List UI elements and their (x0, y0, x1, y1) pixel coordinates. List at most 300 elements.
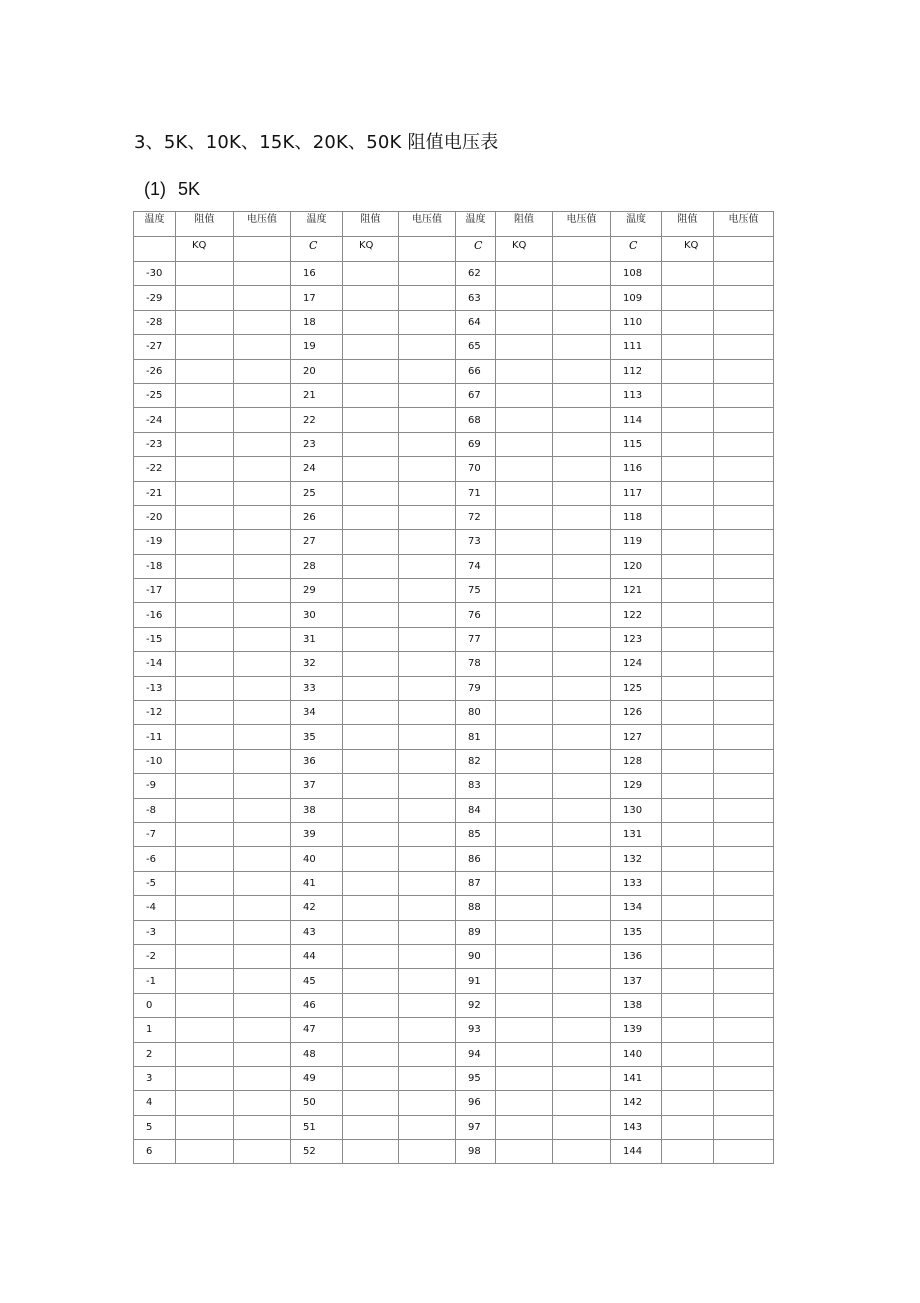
resistance-cell[interactable] (662, 871, 714, 895)
resistance-cell[interactable] (343, 969, 399, 993)
resistance-cell[interactable] (496, 798, 553, 822)
voltage-cell[interactable] (714, 871, 774, 895)
temperature-cell: -2 (134, 944, 176, 968)
resistance-cell[interactable] (343, 652, 399, 676)
voltage-cell[interactable] (399, 701, 456, 725)
resistance-cell[interactable] (496, 627, 553, 651)
resistance-cell[interactable] (343, 749, 399, 773)
resistance-cell[interactable] (662, 652, 714, 676)
voltage-cell[interactable] (553, 481, 611, 505)
resistance-cell[interactable] (496, 383, 553, 407)
voltage-cell[interactable] (714, 774, 774, 798)
voltage-cell[interactable] (553, 383, 611, 407)
voltage-cell[interactable] (553, 993, 611, 1017)
resistance-cell[interactable] (343, 359, 399, 383)
resistance-cell[interactable] (343, 847, 399, 871)
voltage-cell[interactable] (714, 1115, 774, 1139)
resistance-cell[interactable] (496, 1091, 553, 1115)
resistance-cell[interactable] (662, 408, 714, 432)
voltage-cell[interactable] (553, 749, 611, 773)
voltage-cell[interactable] (399, 579, 456, 603)
voltage-cell[interactable] (553, 1066, 611, 1090)
voltage-cell[interactable] (714, 1018, 774, 1042)
resistance-cell[interactable] (176, 457, 234, 481)
voltage-cell[interactable] (553, 969, 611, 993)
voltage-cell[interactable] (553, 1091, 611, 1115)
voltage-cell[interactable] (714, 383, 774, 407)
voltage-cell[interactable] (399, 847, 456, 871)
voltage-cell[interactable] (234, 408, 291, 432)
resistance-cell[interactable] (496, 530, 553, 554)
voltage-cell[interactable] (714, 1140, 774, 1164)
voltage-cell[interactable] (399, 1091, 456, 1115)
voltage-cell[interactable] (714, 993, 774, 1017)
voltage-cell[interactable] (714, 432, 774, 456)
resistance-cell[interactable] (662, 481, 714, 505)
resistance-cell[interactable] (496, 774, 553, 798)
resistance-cell[interactable] (496, 847, 553, 871)
voltage-cell[interactable] (399, 627, 456, 651)
resistance-cell[interactable] (662, 579, 714, 603)
resistance-cell[interactable] (496, 408, 553, 432)
resistance-cell[interactable] (343, 505, 399, 529)
voltage-cell[interactable] (553, 774, 611, 798)
voltage-cell[interactable] (399, 652, 456, 676)
resistance-cell[interactable] (662, 896, 714, 920)
resistance-cell[interactable] (176, 481, 234, 505)
resistance-cell[interactable] (662, 383, 714, 407)
voltage-cell[interactable] (399, 359, 456, 383)
temperature-cell: 85 (456, 822, 496, 846)
resistance-cell[interactable] (343, 896, 399, 920)
resistance-cell[interactable] (343, 603, 399, 627)
voltage-cell[interactable] (714, 749, 774, 773)
voltage-cell[interactable] (553, 457, 611, 481)
voltage-cell[interactable] (553, 1018, 611, 1042)
voltage-cell[interactable] (553, 310, 611, 334)
voltage-cell[interactable] (714, 530, 774, 554)
voltage-cell[interactable] (714, 481, 774, 505)
voltage-cell[interactable] (714, 579, 774, 603)
voltage-cell[interactable] (399, 1042, 456, 1066)
voltage-cell[interactable] (553, 408, 611, 432)
resistance-cell[interactable] (662, 335, 714, 359)
resistance-cell[interactable] (496, 286, 553, 310)
voltage-cell[interactable] (399, 822, 456, 846)
resistance-cell[interactable] (176, 335, 234, 359)
voltage-cell[interactable] (714, 603, 774, 627)
resistance-cell[interactable] (176, 1140, 234, 1164)
resistance-cell[interactable] (496, 676, 553, 700)
voltage-cell[interactable] (234, 579, 291, 603)
voltage-cell[interactable] (234, 993, 291, 1017)
resistance-cell[interactable] (662, 1115, 714, 1139)
voltage-cell[interactable] (553, 847, 611, 871)
voltage-cell[interactable] (399, 774, 456, 798)
resistance-cell[interactable] (343, 554, 399, 578)
voltage-cell[interactable] (714, 822, 774, 846)
resistance-cell[interactable] (496, 359, 553, 383)
resistance-cell[interactable] (343, 1042, 399, 1066)
voltage-cell[interactable] (234, 847, 291, 871)
voltage-cell[interactable] (234, 603, 291, 627)
resistance-cell[interactable] (496, 896, 553, 920)
resistance-cell[interactable] (662, 505, 714, 529)
voltage-cell[interactable] (234, 383, 291, 407)
resistance-cell[interactable] (343, 432, 399, 456)
resistance-cell[interactable] (496, 579, 553, 603)
voltage-cell[interactable] (399, 798, 456, 822)
voltage-cell[interactable] (234, 286, 291, 310)
voltage-cell[interactable] (553, 652, 611, 676)
voltage-cell[interactable] (234, 1091, 291, 1115)
resistance-cell[interactable] (662, 798, 714, 822)
voltage-cell[interactable] (234, 920, 291, 944)
voltage-cell[interactable] (234, 652, 291, 676)
voltage-cell[interactable] (234, 701, 291, 725)
voltage-cell[interactable] (714, 969, 774, 993)
resistance-cell[interactable] (662, 286, 714, 310)
resistance-cell[interactable] (343, 1066, 399, 1090)
resistance-cell[interactable] (496, 603, 553, 627)
voltage-cell[interactable] (399, 1140, 456, 1164)
temperature-cell: 114 (611, 408, 662, 432)
resistance-cell[interactable] (662, 993, 714, 1017)
voltage-cell[interactable] (553, 432, 611, 456)
voltage-cell[interactable] (714, 725, 774, 749)
resistance-cell[interactable] (343, 579, 399, 603)
resistance-cell[interactable] (496, 1140, 553, 1164)
voltage-cell[interactable] (553, 554, 611, 578)
voltage-cell[interactable] (714, 359, 774, 383)
voltage-cell[interactable] (234, 310, 291, 334)
resistance-cell[interactable] (343, 1140, 399, 1164)
voltage-cell[interactable] (714, 676, 774, 700)
resistance-cell[interactable] (176, 627, 234, 651)
resistance-cell[interactable] (343, 310, 399, 334)
voltage-cell[interactable] (714, 554, 774, 578)
voltage-cell[interactable] (399, 749, 456, 773)
resistance-cell[interactable] (176, 822, 234, 846)
resistance-cell[interactable] (176, 408, 234, 432)
voltage-cell[interactable] (234, 530, 291, 554)
resistance-cell[interactable] (343, 383, 399, 407)
resistance-cell[interactable] (176, 1042, 234, 1066)
resistance-cell[interactable] (662, 676, 714, 700)
resistance-cell[interactable] (496, 871, 553, 895)
resistance-cell[interactable] (496, 1066, 553, 1090)
voltage-cell[interactable] (234, 774, 291, 798)
voltage-cell[interactable] (553, 579, 611, 603)
resistance-cell[interactable] (496, 993, 553, 1017)
voltage-cell[interactable] (234, 335, 291, 359)
resistance-cell[interactable] (662, 749, 714, 773)
voltage-cell[interactable] (399, 969, 456, 993)
resistance-cell[interactable] (662, 1018, 714, 1042)
voltage-cell[interactable] (553, 920, 611, 944)
voltage-cell[interactable] (234, 457, 291, 481)
resistance-cell[interactable] (343, 822, 399, 846)
resistance-cell[interactable] (662, 725, 714, 749)
voltage-cell[interactable] (553, 335, 611, 359)
resistance-cell[interactable] (176, 920, 234, 944)
resistance-cell[interactable] (343, 871, 399, 895)
voltage-cell[interactable] (234, 749, 291, 773)
resistance-cell[interactable] (343, 676, 399, 700)
resistance-cell[interactable] (343, 627, 399, 651)
voltage-cell[interactable] (399, 481, 456, 505)
resistance-cell[interactable] (496, 505, 553, 529)
resistance-cell[interactable] (343, 920, 399, 944)
voltage-cell[interactable] (399, 993, 456, 1017)
resistance-cell[interactable] (176, 383, 234, 407)
voltage-cell[interactable] (234, 725, 291, 749)
resistance-cell[interactable] (662, 701, 714, 725)
resistance-cell[interactable] (176, 944, 234, 968)
resistance-cell[interactable] (176, 310, 234, 334)
resistance-cell[interactable] (176, 603, 234, 627)
voltage-cell[interactable] (714, 944, 774, 968)
resistance-cell[interactable] (662, 262, 714, 286)
voltage-cell[interactable] (399, 286, 456, 310)
resistance-cell[interactable] (496, 920, 553, 944)
voltage-cell[interactable] (714, 652, 774, 676)
resistance-cell[interactable] (176, 847, 234, 871)
voltage-cell[interactable] (553, 627, 611, 651)
resistance-cell[interactable] (662, 457, 714, 481)
voltage-cell[interactable] (714, 627, 774, 651)
voltage-cell[interactable] (399, 310, 456, 334)
resistance-cell[interactable] (176, 993, 234, 1017)
resistance-cell[interactable] (343, 798, 399, 822)
voltage-cell[interactable] (399, 725, 456, 749)
voltage-cell[interactable] (714, 286, 774, 310)
voltage-cell[interactable] (399, 432, 456, 456)
voltage-cell[interactable] (234, 627, 291, 651)
voltage-cell[interactable] (399, 1066, 456, 1090)
resistance-cell[interactable] (176, 1066, 234, 1090)
resistance-cell[interactable] (662, 847, 714, 871)
voltage-cell[interactable] (553, 505, 611, 529)
voltage-cell[interactable] (553, 262, 611, 286)
voltage-cell[interactable] (234, 505, 291, 529)
voltage-cell[interactable] (399, 676, 456, 700)
resistance-cell[interactable] (662, 310, 714, 334)
resistance-cell[interactable] (496, 701, 553, 725)
voltage-cell[interactable] (234, 481, 291, 505)
voltage-cell[interactable] (234, 1115, 291, 1139)
resistance-cell[interactable] (496, 1018, 553, 1042)
resistance-cell[interactable] (343, 725, 399, 749)
voltage-cell[interactable] (714, 1066, 774, 1090)
resistance-cell[interactable] (176, 359, 234, 383)
voltage-cell[interactable] (399, 554, 456, 578)
voltage-cell[interactable] (714, 1042, 774, 1066)
voltage-cell[interactable] (399, 944, 456, 968)
voltage-cell[interactable] (234, 359, 291, 383)
voltage-cell[interactable] (553, 1140, 611, 1164)
resistance-cell[interactable] (343, 1091, 399, 1115)
resistance-cell[interactable] (176, 774, 234, 798)
voltage-cell[interactable] (714, 798, 774, 822)
voltage-cell[interactable] (399, 1115, 456, 1139)
resistance-cell[interactable] (343, 530, 399, 554)
resistance-cell[interactable] (176, 432, 234, 456)
resistance-cell[interactable] (662, 1140, 714, 1164)
voltage-cell[interactable] (714, 457, 774, 481)
resistance-cell[interactable] (176, 1091, 234, 1115)
voltage-cell[interactable] (553, 896, 611, 920)
voltage-cell[interactable] (714, 262, 774, 286)
voltage-cell[interactable] (553, 1042, 611, 1066)
resistance-cell[interactable] (343, 286, 399, 310)
voltage-cell[interactable] (234, 1140, 291, 1164)
resistance-cell[interactable] (176, 262, 234, 286)
voltage-cell[interactable] (714, 847, 774, 871)
resistance-cell[interactable] (662, 627, 714, 651)
resistance-cell[interactable] (176, 1115, 234, 1139)
voltage-cell[interactable] (234, 676, 291, 700)
voltage-cell[interactable] (399, 896, 456, 920)
resistance-cell[interactable] (496, 554, 553, 578)
voltage-cell[interactable] (399, 408, 456, 432)
temperature-cell: -17 (134, 579, 176, 603)
resistance-cell[interactable] (496, 310, 553, 334)
voltage-cell[interactable] (553, 822, 611, 846)
voltage-cell[interactable] (553, 1115, 611, 1139)
voltage-cell[interactable] (399, 871, 456, 895)
resistance-cell[interactable] (662, 1066, 714, 1090)
voltage-cell[interactable] (399, 603, 456, 627)
resistance-cell[interactable] (176, 579, 234, 603)
voltage-cell[interactable] (553, 725, 611, 749)
voltage-cell[interactable] (553, 530, 611, 554)
voltage-cell[interactable] (234, 1018, 291, 1042)
voltage-cell[interactable] (234, 432, 291, 456)
resistance-cell[interactable] (176, 969, 234, 993)
voltage-cell[interactable] (399, 530, 456, 554)
resistance-cell[interactable] (496, 432, 553, 456)
resistance-cell[interactable] (176, 676, 234, 700)
voltage-cell[interactable] (553, 701, 611, 725)
voltage-cell[interactable] (714, 335, 774, 359)
resistance-cell[interactable] (662, 1042, 714, 1066)
resistance-cell[interactable] (343, 993, 399, 1017)
resistance-cell[interactable] (662, 1091, 714, 1115)
resistance-cell[interactable] (496, 1042, 553, 1066)
voltage-cell[interactable] (234, 554, 291, 578)
resistance-cell[interactable] (176, 896, 234, 920)
resistance-cell[interactable] (343, 481, 399, 505)
resistance-cell[interactable] (496, 481, 553, 505)
resistance-cell[interactable] (662, 432, 714, 456)
voltage-cell[interactable] (714, 920, 774, 944)
voltage-cell[interactable] (234, 822, 291, 846)
resistance-cell[interactable] (176, 652, 234, 676)
resistance-cell[interactable] (662, 969, 714, 993)
resistance-cell[interactable] (343, 457, 399, 481)
resistance-cell[interactable] (496, 457, 553, 481)
resistance-cell[interactable] (662, 603, 714, 627)
resistance-cell[interactable] (343, 944, 399, 968)
voltage-cell[interactable] (234, 262, 291, 286)
resistance-cell[interactable] (496, 969, 553, 993)
resistance-cell[interactable] (343, 1115, 399, 1139)
resistance-cell[interactable] (662, 530, 714, 554)
voltage-cell[interactable] (234, 798, 291, 822)
resistance-cell[interactable] (176, 505, 234, 529)
voltage-cell[interactable] (714, 896, 774, 920)
resistance-cell[interactable] (496, 262, 553, 286)
resistance-cell[interactable] (176, 749, 234, 773)
resistance-cell[interactable] (176, 701, 234, 725)
voltage-cell[interactable] (234, 969, 291, 993)
voltage-cell[interactable] (399, 383, 456, 407)
resistance-cell[interactable] (176, 798, 234, 822)
resistance-cell[interactable] (662, 359, 714, 383)
resistance-cell[interactable] (496, 725, 553, 749)
resistance-cell[interactable] (496, 1115, 553, 1139)
resistance-cell[interactable] (496, 652, 553, 676)
resistance-cell[interactable] (343, 262, 399, 286)
voltage-cell[interactable] (234, 871, 291, 895)
resistance-cell[interactable] (496, 944, 553, 968)
resistance-cell[interactable] (343, 335, 399, 359)
voltage-cell[interactable] (399, 335, 456, 359)
voltage-cell[interactable] (714, 408, 774, 432)
resistance-cell[interactable] (343, 1018, 399, 1042)
resistance-cell[interactable] (496, 749, 553, 773)
voltage-cell[interactable] (234, 1066, 291, 1090)
voltage-cell[interactable] (399, 505, 456, 529)
resistance-cell[interactable] (662, 774, 714, 798)
voltage-cell[interactable] (714, 310, 774, 334)
resistance-cell[interactable] (176, 286, 234, 310)
resistance-cell[interactable] (662, 554, 714, 578)
voltage-cell[interactable] (399, 920, 456, 944)
voltage-cell[interactable] (553, 676, 611, 700)
voltage-cell[interactable] (553, 798, 611, 822)
voltage-cell[interactable] (399, 457, 456, 481)
resistance-cell[interactable] (662, 822, 714, 846)
voltage-cell[interactable] (553, 359, 611, 383)
voltage-cell[interactable] (399, 262, 456, 286)
voltage-cell[interactable] (553, 603, 611, 627)
voltage-cell[interactable] (234, 944, 291, 968)
voltage-cell[interactable] (234, 896, 291, 920)
resistance-cell[interactable] (176, 871, 234, 895)
voltage-cell[interactable] (714, 505, 774, 529)
resistance-cell[interactable] (176, 530, 234, 554)
resistance-cell[interactable] (176, 1018, 234, 1042)
voltage-cell[interactable] (553, 944, 611, 968)
resistance-cell[interactable] (496, 335, 553, 359)
resistance-cell[interactable] (496, 822, 553, 846)
voltage-cell[interactable] (234, 1042, 291, 1066)
resistance-cell[interactable] (662, 920, 714, 944)
resistance-cell[interactable] (343, 701, 399, 725)
voltage-cell[interactable] (714, 701, 774, 725)
voltage-cell[interactable] (714, 1091, 774, 1115)
resistance-cell[interactable] (343, 408, 399, 432)
resistance-cell[interactable] (662, 944, 714, 968)
voltage-cell[interactable] (399, 1018, 456, 1042)
voltage-cell[interactable] (553, 871, 611, 895)
voltage-cell[interactable] (553, 286, 611, 310)
resistance-cell[interactable] (343, 774, 399, 798)
resistance-cell[interactable] (176, 554, 234, 578)
resistance-cell[interactable] (176, 725, 234, 749)
